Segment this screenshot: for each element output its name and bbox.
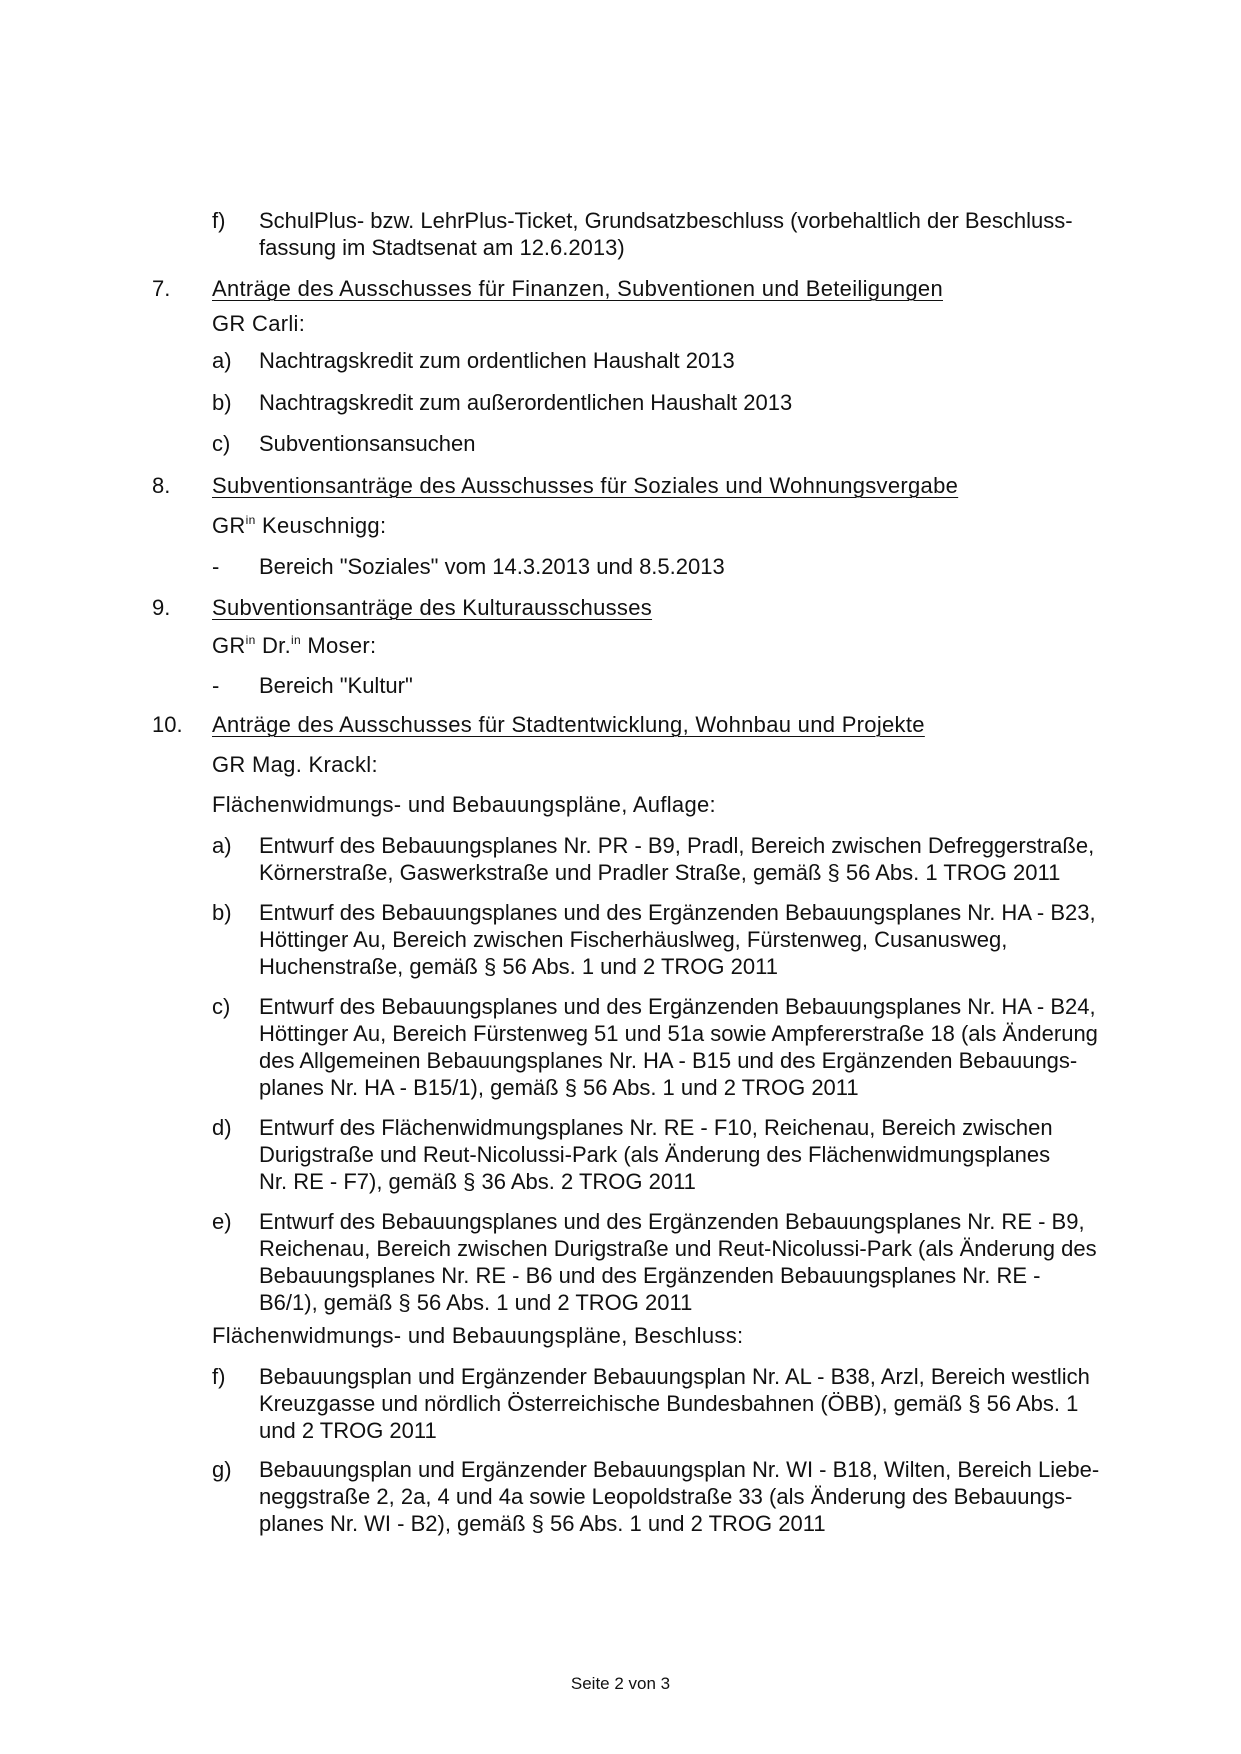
item-label: f)	[212, 208, 226, 233]
section-title: Anträge des Ausschusses für Finanzen, Subventionen und Beteiligungen	[212, 276, 943, 301]
item-line: Höttinger Au, Bereich Fürstenweg 51 und 51a sowie Ampfererstraße 18 (als Änderung	[259, 1021, 1098, 1046]
item-line: planes Nr. HA - B15/1), gemäß § 56 Abs. 1 und 2 TROG 2011	[259, 1075, 859, 1100]
item-line: planes Nr. WI - B2), gemäß § 56 Abs. 1 und 2 TROG 2011	[259, 1511, 826, 1536]
item-text	[259, 1363, 1090, 1444]
item-text: Bereich "Kultur"	[259, 673, 413, 698]
item-label: f)	[212, 1364, 226, 1389]
item-line: Entwurf des Bebauungsplanes und des Ergänzenden Bebauungsplanes Nr. RE - B9,	[259, 1209, 1085, 1234]
item-text	[259, 1208, 1097, 1316]
section-number: 7.	[152, 276, 171, 301]
item-label: b)	[212, 390, 232, 415]
speaker-name: Keuschnigg:	[255, 513, 387, 538]
item-line: fassung im Stadtsenat am 12.6.2013)	[259, 235, 625, 260]
item-label: c)	[212, 994, 231, 1019]
section-title: Subventionsanträge des Kulturausschusses	[212, 595, 653, 620]
item-text	[259, 899, 1096, 980]
speaker-title: GR	[212, 513, 246, 538]
page-number-footer: Seite 2 von 3	[570, 1674, 671, 1693]
section-title: Anträge des Ausschusses für Stadtentwicklung, Wohnbau und Projekte	[212, 712, 925, 737]
item-text: Nachtragskredit zum ordentlichen Haushalt 2013	[259, 348, 735, 373]
item-line: Nr. RE - F7), gemäß § 36 Abs. 2 TROG 2011	[259, 1169, 696, 1194]
item-line: des Allgemeinen Bebauungsplanes Nr. HA - B15 und des Ergänzenden Bebauungs-	[259, 1048, 1078, 1073]
section-9-speaker	[212, 632, 376, 659]
item-line: Durigstraße und Reut-Nicolussi-Park (als Änderung des Flächenwidmungsplanes	[259, 1142, 1051, 1167]
speaker-title-suffix: in	[245, 513, 256, 527]
speaker-name: Moser:	[300, 633, 377, 658]
item-line: und 2 TROG 2011	[259, 1418, 437, 1443]
item-label: a)	[212, 348, 232, 373]
item-text	[259, 1456, 1099, 1537]
subheading-auflage: Flächenwidmungs- und Bebauungspläne, Auflage:	[212, 792, 716, 817]
item-label: b)	[212, 900, 232, 925]
section-number: 8.	[152, 473, 171, 498]
item-line: Reichenau, Bereich zwischen Durigstraße und Reut-Nicolussi-Park (als Änderung des	[259, 1236, 1097, 1261]
item-text	[259, 207, 1073, 261]
section-title: Subventionsanträge des Ausschusses für Soziales und Wohnungsvergabe	[212, 473, 959, 498]
item-label: e)	[212, 1209, 232, 1234]
section-10-speaker: GR Mag. Krackl:	[212, 752, 378, 777]
item-label: -	[212, 673, 220, 698]
item-line: SchulPlus- bzw. LehrPlus-Ticket, Grundsatzbeschluss (vorbehaltlich der Beschluss-	[259, 208, 1073, 233]
section-8-speaker	[212, 512, 386, 539]
speaker-degree: Dr.	[255, 633, 291, 658]
item-text: Nachtragskredit zum außerordentlichen Haushalt 2013	[259, 390, 793, 415]
speaker-title: GR	[212, 633, 246, 658]
item-text: Subventionsansuchen	[259, 431, 476, 456]
item-text	[259, 832, 1094, 886]
item-label: c)	[212, 431, 231, 456]
speaker-title-suffix: in	[245, 633, 256, 647]
item-line: Huchenstraße, gemäß § 56 Abs. 1 und 2 TROG 2011	[259, 954, 778, 979]
item-label: d)	[212, 1115, 232, 1140]
item-line: Entwurf des Bebauungsplanes Nr. PR - B9, Pradl, Bereich zwischen Defreggerstraße,	[259, 833, 1095, 858]
item-line: Bebauungsplanes Nr. RE - B6 und des Ergänzenden Bebauungsplanes Nr. RE -	[259, 1263, 1041, 1288]
item-line: B6/1), gemäß § 56 Abs. 1 und 2 TROG 2011	[259, 1290, 693, 1315]
item-line: Entwurf des Bebauungsplanes und des Ergänzenden Bebauungsplanes Nr. HA - B24,	[259, 994, 1096, 1019]
subheading-beschluss: Flächenwidmungs- und Bebauungspläne, Beschluss:	[212, 1323, 744, 1348]
item-line: neggstraße 2, 2a, 4 und 4a sowie Leopoldstraße 33 (als Änderung des Bebauungs-	[259, 1484, 1073, 1509]
item-text	[259, 1114, 1053, 1195]
item-line: Kreuzgasse und nördlich Österreichische Bundesbahnen (ÖBB), gemäß § 56 Abs. 1	[259, 1391, 1079, 1416]
item-line: Höttinger Au, Bereich zwischen Fischerhäuslweg, Fürstenweg, Cusanusweg,	[259, 927, 1008, 952]
speaker-degree-suffix: in	[291, 633, 301, 647]
item-label: -	[212, 554, 220, 579]
item-line: Bebauungsplan und Ergänzender Bebauungsplan Nr. AL - B38, Arzl, Bereich westlich	[259, 1364, 1090, 1389]
item-label: a)	[212, 833, 232, 858]
item-label: g)	[212, 1457, 232, 1482]
section-7-speaker: GR Carli:	[212, 311, 306, 336]
item-text: Bereich "Soziales" vom 14.3.2013 und 8.5.2013	[259, 554, 725, 579]
item-line: Entwurf des Flächenwidmungsplanes Nr. RE - F10, Reichenau, Bereich zwischen	[259, 1115, 1053, 1140]
section-number: 9.	[152, 595, 171, 620]
item-text	[259, 993, 1098, 1101]
item-line: Körnerstraße, Gaswerkstraße und Pradler Straße, gemäß § 56 Abs. 1 TROG 2011	[259, 860, 1061, 885]
item-line: Entwurf des Bebauungsplanes und des Ergänzenden Bebauungsplanes Nr. HA - B23,	[259, 900, 1096, 925]
item-line: Bebauungsplan und Ergänzender Bebauungsplan Nr. WI - B18, Wilten, Bereich Liebe-	[259, 1457, 1100, 1482]
section-number: 10.	[152, 712, 183, 737]
